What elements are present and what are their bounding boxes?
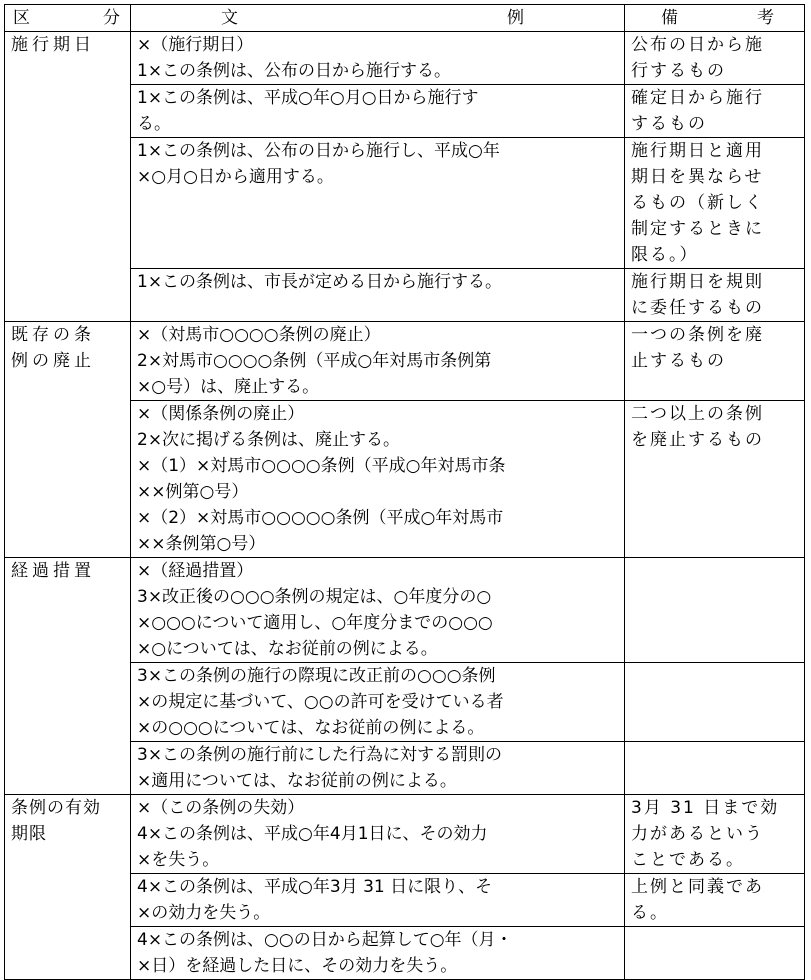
example-line: ×（2）×対馬市○○○○○条例（平成○年対馬市 bbox=[137, 508, 504, 528]
remarks-line: を廃止するもの bbox=[631, 430, 764, 450]
example-cell bbox=[131, 401, 625, 558]
example-line: 2×次に掲げる条例は、廃止する。 bbox=[137, 430, 401, 450]
remarks-line: 止するもの bbox=[631, 351, 726, 371]
table-row bbox=[5, 558, 805, 663]
remarks-line: 施行期日と適用 bbox=[631, 141, 764, 161]
remarks-line: するもの bbox=[631, 114, 707, 134]
remarks-line: 行するもの bbox=[631, 61, 726, 81]
example-line: 4×この条例は、○○の日から起算して○年（月・ bbox=[137, 930, 513, 950]
example-line: 3×この条例の施行前にした行為に対する罰則の bbox=[137, 745, 503, 765]
example-line: 3×改正後の○○○条例の規定は、○年度分の○ bbox=[137, 587, 492, 607]
example-line: ×○については、なお従前の例による。 bbox=[137, 639, 438, 659]
example-line: ×（1）×対馬市○○○○条例（平成○年対馬市条 bbox=[137, 456, 506, 476]
example-line: ×○月○日から適用する。 bbox=[137, 167, 334, 187]
example-cell bbox=[131, 742, 625, 795]
remarks-line: 期日を異ならせ bbox=[631, 167, 764, 187]
remarks-cell bbox=[625, 85, 805, 138]
remarks-cell bbox=[625, 742, 805, 795]
example-line: ×（対馬市○○○○条例の廃止） bbox=[137, 325, 381, 345]
example-cell bbox=[131, 138, 625, 269]
example-line: 1×この条例は、公布の日から施行する。 bbox=[137, 61, 452, 81]
header-example-char-2: 例 bbox=[507, 8, 524, 28]
example-line: ×（経過措置） bbox=[137, 561, 254, 581]
header-example bbox=[131, 5, 625, 32]
example-cell bbox=[131, 322, 625, 401]
header-category bbox=[5, 5, 131, 32]
remarks-cell bbox=[625, 401, 805, 558]
example-line: ××例第○号） bbox=[137, 482, 249, 502]
remarks-line: 公布の日から施 bbox=[631, 35, 764, 55]
remarks-line: 確定日から施行 bbox=[631, 88, 764, 108]
header-row bbox=[5, 5, 805, 32]
example-cell bbox=[131, 32, 625, 85]
example-cell bbox=[131, 663, 625, 742]
example-line: 1×この条例は、市長が定める日から施行する。 bbox=[137, 272, 503, 292]
table-row bbox=[5, 32, 805, 85]
header-remarks bbox=[625, 5, 805, 32]
table-row bbox=[5, 795, 805, 874]
remarks-line: 力があるという bbox=[631, 824, 764, 844]
example-cell bbox=[131, 795, 625, 874]
example-cell bbox=[131, 874, 625, 927]
example-line: ×の規定に基づいて、○○の許可を受けている者 bbox=[137, 692, 504, 712]
header-example-char-1: 文 bbox=[221, 8, 238, 28]
remarks-cell bbox=[625, 795, 805, 874]
example-line: る。 bbox=[137, 114, 171, 134]
remarks-line: 3月 31 日まで効 bbox=[631, 798, 780, 818]
category-cell-repeal bbox=[5, 322, 131, 558]
example-cell bbox=[131, 85, 625, 138]
example-line: ×（この条例の失効） bbox=[137, 798, 305, 818]
remarks-line: 限る。） bbox=[631, 245, 699, 265]
example-line: ×日）を経過した日に、その効力を失う。 bbox=[137, 956, 458, 976]
ordinance-examples-table bbox=[4, 4, 805, 980]
remarks-line: る。 bbox=[631, 903, 669, 923]
remarks-line: 制定するときに bbox=[631, 219, 764, 239]
remarks-cell bbox=[625, 663, 805, 742]
example-line: 2×対馬市○○○○条例（平成○年対馬市条例第 bbox=[137, 351, 492, 371]
example-line: ×適用については、なお従前の例による。 bbox=[137, 771, 457, 791]
example-line: ×を失う。 bbox=[137, 850, 220, 870]
header-category-char-1: 区 bbox=[13, 8, 30, 28]
header-category-char-2: 分 bbox=[103, 8, 120, 28]
category-label: 例の廃止 bbox=[11, 351, 95, 371]
example-line: ××条例第○号） bbox=[137, 534, 266, 554]
remarks-cell bbox=[625, 269, 805, 322]
example-line: ×（関係条例の廃止） bbox=[137, 404, 305, 424]
remarks-line: るもの（新しく bbox=[631, 193, 764, 213]
remarks-line: に委任するもの bbox=[631, 298, 764, 318]
category-label: 条例の有効 bbox=[11, 798, 101, 818]
example-line: ×の○○○については、なお従前の例による。 bbox=[137, 718, 485, 738]
example-line: ×○号）は、廃止する。 bbox=[137, 377, 320, 397]
category-label: 既存の条 bbox=[11, 325, 95, 345]
category-cell-effective-date bbox=[5, 32, 131, 322]
example-line: ×（施行期日） bbox=[137, 35, 254, 55]
example-cell bbox=[131, 269, 625, 322]
remarks-line: 上例と同義であ bbox=[631, 877, 764, 897]
remarks-cell bbox=[625, 322, 805, 401]
remarks-cell bbox=[625, 558, 805, 663]
example-line: 3×この条例の施行の際現に改正前の○○○条例 bbox=[137, 666, 496, 686]
example-line: ×の効力を失う。 bbox=[137, 903, 271, 923]
remarks-line: ことである。 bbox=[631, 850, 745, 870]
example-line: 1×この条例は、公布の日から施行し、平成○年 bbox=[137, 141, 500, 161]
example-cell bbox=[131, 927, 625, 980]
remarks-cell bbox=[625, 874, 805, 927]
category-cell-transitional bbox=[5, 558, 131, 795]
example-line: ×○○○について適用し、○年度分までの○○○ bbox=[137, 613, 493, 633]
example-line: 4×この条例は、平成○年3月 31 日に限り、そ bbox=[137, 877, 493, 897]
category-label: 施行期日 bbox=[11, 35, 95, 55]
header-remarks-char-2: 考 bbox=[757, 8, 774, 28]
example-cell bbox=[131, 558, 625, 663]
remarks-line: 二つ以上の条例 bbox=[631, 404, 764, 424]
example-line: 1×この条例は、平成○年○月○日から施行す bbox=[137, 88, 479, 108]
remarks-cell bbox=[625, 138, 805, 269]
category-label: 経過措置 bbox=[11, 561, 95, 581]
remarks-cell bbox=[625, 927, 805, 980]
remarks-line: 施行期日を規則 bbox=[631, 272, 764, 292]
remarks-cell bbox=[625, 32, 805, 85]
category-cell-validity bbox=[5, 795, 131, 980]
remarks-line: 一つの条例を廃 bbox=[631, 325, 764, 345]
category-label: 期限 bbox=[11, 824, 47, 844]
example-line: 4×この条例は、平成○年4月1日に、その効力 bbox=[137, 824, 488, 844]
header-remarks-char-1: 備 bbox=[661, 8, 678, 28]
table-row bbox=[5, 322, 805, 401]
